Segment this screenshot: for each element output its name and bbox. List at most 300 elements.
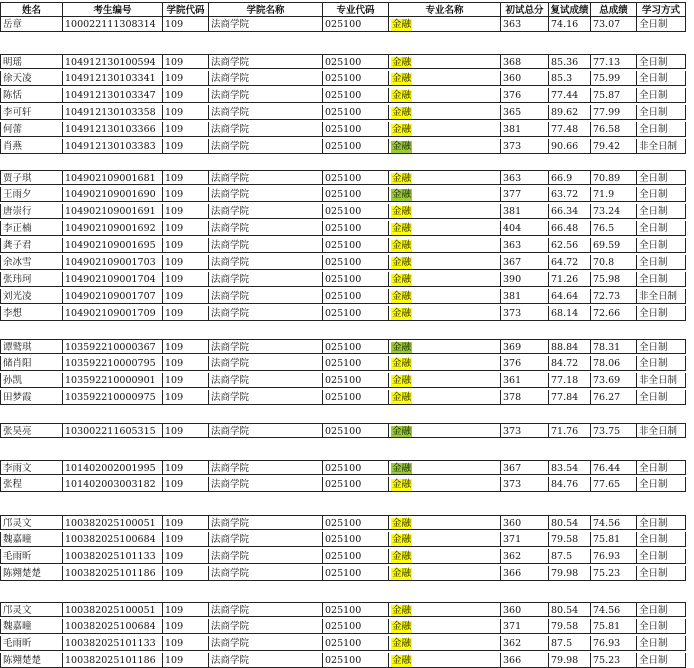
cell-initial-score: 404 (500, 221, 548, 236)
cell-major-name (388, 170, 500, 185)
cell-retest-score: 89.62 (548, 105, 590, 120)
cell-exam-id: 100382025101133 (62, 636, 162, 651)
cell-study-mode: 全日制 (636, 54, 686, 69)
cell-initial-score: 362 (500, 636, 548, 651)
cell-major-code: 025100 (322, 238, 388, 253)
cell-name: 邝灵文 (0, 515, 62, 530)
cell-retest-score: 79.98 (548, 566, 590, 581)
cell-retest-score: 66.34 (548, 204, 590, 219)
cell-name: 邝灵文 (0, 602, 62, 617)
cell-name: 魏嘉曈 (0, 619, 62, 634)
header-study-mode: 学习方式 (636, 2, 686, 17)
cell-name: 田梦霞 (0, 390, 62, 405)
major-highlight: 金融 (392, 240, 412, 251)
cell-school-code: 109 (162, 653, 208, 668)
cell-exam-id: 103592210000975 (62, 390, 162, 405)
cell-retest-score: 63.72 (548, 187, 590, 202)
cell-major-name (388, 339, 500, 354)
cell-exam-id: 100382025100684 (62, 619, 162, 634)
cell-initial-score: 381 (500, 204, 548, 219)
cell-study-mode: 全日制 (636, 566, 686, 581)
cell-name: 肖燕 (0, 139, 62, 154)
cell-retest-score: 83.54 (548, 460, 590, 475)
cell-study-mode: 全日制 (636, 17, 686, 32)
cell-total-score: 79.42 (590, 139, 636, 154)
major-highlight: 金融 (392, 518, 412, 529)
table-row (0, 356, 694, 371)
cell-major-name (388, 238, 500, 253)
table-row (0, 390, 694, 405)
cell-major-code: 025100 (322, 88, 388, 103)
cell-exam-id: 104902109001691 (62, 204, 162, 219)
cell-major-name (388, 602, 500, 617)
cell-school-name: 法商学院 (208, 636, 322, 651)
cell-retest-score: 90.66 (548, 139, 590, 154)
cell-major-name (388, 373, 500, 388)
table-row (0, 221, 694, 236)
cell-exam-id: 101402002001995 (62, 460, 162, 475)
major-highlight: 金融 (392, 551, 412, 562)
cell-school-code: 109 (162, 204, 208, 219)
cell-study-mode: 全日制 (636, 515, 686, 530)
cell-retest-score: 71.26 (548, 272, 590, 287)
major-highlight: 金融 (392, 141, 412, 152)
table-row (0, 602, 694, 617)
cell-exam-id: 103002211605315 (62, 423, 162, 438)
cell-school-code: 109 (162, 373, 208, 388)
cell-retest-score: 77.84 (548, 390, 590, 405)
cell-major-code: 025100 (322, 105, 388, 120)
header-retest-score: 复试成绩 (548, 2, 590, 17)
table-row (0, 105, 694, 120)
cell-school-name: 法商学院 (208, 549, 322, 564)
cell-total-score: 75.81 (590, 619, 636, 634)
cell-school-code: 109 (162, 566, 208, 581)
cell-major-code: 025100 (322, 272, 388, 287)
cell-retest-score: 85.3 (548, 71, 590, 86)
cell-total-score: 73.75 (590, 423, 636, 438)
cell-exam-id: 100382025100051 (62, 602, 162, 617)
cell-total-score: 76.93 (590, 636, 636, 651)
cell-major-code: 025100 (322, 221, 388, 236)
cell-major-name (388, 105, 500, 120)
cell-total-score: 76.44 (590, 460, 636, 475)
cell-school-name: 法商学院 (208, 339, 322, 354)
cell-initial-score: 371 (500, 619, 548, 634)
major-highlight: 金融 (392, 375, 412, 386)
table-row (0, 549, 694, 564)
cell-exam-id: 104902109001703 (62, 255, 162, 270)
cell-name: 毛雨昕 (0, 636, 62, 651)
cell-school-name: 法商学院 (208, 17, 322, 32)
header-school-name: 学院名称 (208, 2, 322, 17)
cell-exam-id: 104902109001681 (62, 170, 162, 185)
cell-major-code: 025100 (322, 71, 388, 86)
cell-major-code: 025100 (322, 122, 388, 137)
major-highlight: 金融 (392, 638, 412, 649)
major-highlight: 金融 (392, 392, 412, 403)
cell-school-name: 法商学院 (208, 170, 322, 185)
cell-study-mode: 全日制 (636, 238, 686, 253)
cell-study-mode: 全日制 (636, 636, 686, 651)
cell-name: 李正楠 (0, 221, 62, 236)
cell-school-name: 法商学院 (208, 619, 322, 634)
cell-major-name (388, 532, 500, 547)
cell-name: 明瑶 (0, 54, 62, 69)
cell-exam-id: 100382025101186 (62, 566, 162, 581)
cell-major-name (388, 390, 500, 405)
cell-exam-id: 104902109001695 (62, 238, 162, 253)
cell-exam-id: 100382025101133 (62, 549, 162, 564)
cell-initial-score: 369 (500, 339, 548, 354)
major-highlight: 金融 (392, 57, 412, 68)
cell-school-code: 109 (162, 515, 208, 530)
cell-exam-id: 103592210000901 (62, 373, 162, 388)
cell-major-name (388, 423, 500, 438)
cell-total-score: 76.5 (590, 221, 636, 236)
major-highlight: 金融 (392, 568, 412, 579)
cell-school-code: 109 (162, 122, 208, 137)
cell-total-score: 73.07 (590, 17, 636, 32)
major-highlight: 金融 (392, 90, 412, 101)
cell-major-code: 025100 (322, 566, 388, 581)
cell-total-score: 77.65 (590, 477, 636, 492)
cell-exam-id: 104902109001707 (62, 289, 162, 304)
cell-school-code: 109 (162, 238, 208, 253)
cell-major-code: 025100 (322, 390, 388, 405)
cell-retest-score: 77.18 (548, 373, 590, 388)
header-name: 姓名 (0, 2, 62, 17)
cell-exam-id: 103592210000795 (62, 356, 162, 371)
cell-major-code: 025100 (322, 423, 388, 438)
cell-study-mode: 全日制 (636, 272, 686, 287)
cell-school-name: 法商学院 (208, 356, 322, 371)
cell-major-code: 025100 (322, 306, 388, 321)
cell-major-code: 025100 (322, 204, 388, 219)
cell-initial-score: 363 (500, 170, 548, 185)
cell-school-name: 法商学院 (208, 71, 322, 86)
cell-school-code: 109 (162, 105, 208, 120)
cell-exam-id: 104912130103366 (62, 122, 162, 137)
cell-major-name (388, 17, 500, 32)
cell-study-mode: 全日制 (636, 204, 686, 219)
cell-total-score: 73.24 (590, 204, 636, 219)
major-highlight: 金融 (392, 173, 412, 184)
cell-retest-score: 77.48 (548, 122, 590, 137)
major-highlight: 金融 (392, 605, 412, 616)
cell-retest-score: 88.84 (548, 339, 590, 354)
cell-retest-score: 62.56 (548, 238, 590, 253)
table-row (0, 187, 694, 202)
cell-total-score: 76.58 (590, 122, 636, 137)
cell-name: 何蕾 (0, 122, 62, 137)
cell-exam-id: 103592210000367 (62, 339, 162, 354)
cell-name: 魏嘉曈 (0, 532, 62, 547)
cell-major-name (388, 255, 500, 270)
cell-total-score: 75.98 (590, 272, 636, 287)
cell-name: 李想 (0, 306, 62, 321)
major-highlight: 金融 (392, 107, 412, 118)
cell-study-mode: 全日制 (636, 460, 686, 475)
cell-total-score: 75.23 (590, 653, 636, 668)
cell-retest-score: 84.76 (548, 477, 590, 492)
cell-school-code: 109 (162, 306, 208, 321)
cell-school-name: 法商学院 (208, 272, 322, 287)
table-row (0, 238, 694, 253)
cell-retest-score: 79.58 (548, 619, 590, 634)
cell-study-mode: 全日制 (636, 88, 686, 103)
cell-exam-id: 104902109001709 (62, 306, 162, 321)
major-highlight: 金融 (392, 223, 412, 234)
table-row (0, 17, 694, 32)
cell-initial-score: 365 (500, 105, 548, 120)
cell-initial-score: 366 (500, 566, 548, 581)
major-highlight: 金融 (392, 124, 412, 135)
cell-exam-id: 104912130103383 (62, 139, 162, 154)
cell-major-code: 025100 (322, 373, 388, 388)
cell-total-score: 75.99 (590, 71, 636, 86)
table-row (0, 255, 694, 270)
cell-exam-id: 100382025101186 (62, 653, 162, 668)
cell-study-mode: 全日制 (636, 619, 686, 634)
cell-study-mode: 非全日制 (636, 373, 686, 388)
cell-total-score: 71.9 (590, 187, 636, 202)
table-row (0, 170, 694, 185)
cell-school-code: 109 (162, 423, 208, 438)
cell-initial-score: 363 (500, 238, 548, 253)
cell-name: 张程 (0, 477, 62, 492)
cell-initial-score: 368 (500, 54, 548, 69)
cell-study-mode: 全日制 (636, 105, 686, 120)
cell-school-name: 法商学院 (208, 477, 322, 492)
cell-name: 李可轩 (0, 105, 62, 120)
major-highlight: 金融 (392, 426, 412, 437)
cell-initial-score: 371 (500, 532, 548, 547)
cell-total-score: 76.27 (590, 390, 636, 405)
cell-initial-score: 373 (500, 139, 548, 154)
cell-major-code: 025100 (322, 532, 388, 547)
cell-study-mode: 全日制 (636, 390, 686, 405)
table-row (0, 460, 694, 475)
cell-school-code: 109 (162, 477, 208, 492)
cell-exam-id: 104902109001704 (62, 272, 162, 287)
cell-initial-score: 360 (500, 602, 548, 617)
cell-retest-score: 64.72 (548, 255, 590, 270)
cell-initial-score: 367 (500, 255, 548, 270)
cell-school-code: 109 (162, 339, 208, 354)
cell-major-name (388, 272, 500, 287)
header-major-code: 专业代码 (322, 2, 388, 17)
cell-school-name: 法商学院 (208, 373, 322, 388)
major-highlight: 金融 (392, 206, 412, 217)
cell-exam-id: 100382025100684 (62, 532, 162, 547)
table-row (0, 477, 694, 492)
cell-total-score: 73.69 (590, 373, 636, 388)
cell-study-mode: 全日制 (636, 477, 686, 492)
cell-school-name: 法商学院 (208, 532, 322, 547)
cell-retest-score: 80.54 (548, 602, 590, 617)
table-row (0, 204, 694, 219)
cell-total-score: 75.23 (590, 566, 636, 581)
cell-major-code: 025100 (322, 549, 388, 564)
cell-study-mode: 全日制 (636, 187, 686, 202)
cell-major-code: 025100 (322, 619, 388, 634)
cell-retest-score: 71.76 (548, 423, 590, 438)
cell-retest-score: 85.36 (548, 54, 590, 69)
cell-school-name: 法商学院 (208, 515, 322, 530)
cell-major-name (388, 289, 500, 304)
cell-school-name: 法商学院 (208, 390, 322, 405)
cell-major-code: 025100 (322, 636, 388, 651)
cell-retest-score: 80.54 (548, 515, 590, 530)
cell-school-code: 109 (162, 139, 208, 154)
cell-name: 余冰雪 (0, 255, 62, 270)
cell-name: 陈翙楚楚 (0, 653, 62, 668)
cell-exam-id: 100382025100051 (62, 515, 162, 530)
table-row (0, 532, 694, 547)
cell-study-mode: 非全日制 (636, 423, 686, 438)
cell-school-code: 109 (162, 549, 208, 564)
cell-major-code: 025100 (322, 602, 388, 617)
table-row (0, 636, 694, 651)
table-row (0, 289, 694, 304)
cell-school-name: 法商学院 (208, 306, 322, 321)
cell-exam-id: 101402003003182 (62, 477, 162, 492)
cell-study-mode: 非全日制 (636, 289, 686, 304)
cell-initial-score: 363 (500, 17, 548, 32)
cell-name: 储肖阳 (0, 356, 62, 371)
cell-study-mode: 全日制 (636, 602, 686, 617)
major-highlight: 金融 (392, 621, 412, 632)
cell-school-code: 109 (162, 17, 208, 32)
cell-name: 孙凯 (0, 373, 62, 388)
cell-major-name (388, 566, 500, 581)
cell-school-code: 109 (162, 187, 208, 202)
cell-retest-score: 79.98 (548, 653, 590, 668)
cell-exam-id: 104902109001690 (62, 187, 162, 202)
table-row (0, 339, 694, 354)
cell-school-name: 法商学院 (208, 238, 322, 253)
major-highlight: 金融 (392, 274, 412, 285)
table-row (0, 306, 694, 321)
cell-total-score: 74.56 (590, 602, 636, 617)
cell-school-name: 法商学院 (208, 139, 322, 154)
header-exam-id: 考生编号 (62, 2, 162, 17)
cell-major-name (388, 221, 500, 236)
cell-study-mode: 全日制 (636, 255, 686, 270)
table-row (0, 515, 694, 530)
cell-school-name: 法商学院 (208, 105, 322, 120)
cell-exam-id: 104902109001692 (62, 221, 162, 236)
cell-school-code: 109 (162, 272, 208, 287)
cell-school-code: 109 (162, 289, 208, 304)
cell-school-code: 109 (162, 54, 208, 69)
cell-major-name (388, 549, 500, 564)
cell-study-mode: 全日制 (636, 653, 686, 668)
cell-name: 王雨夕 (0, 187, 62, 202)
major-highlight: 金融 (392, 73, 412, 84)
cell-major-code: 025100 (322, 255, 388, 270)
cell-total-score: 78.06 (590, 356, 636, 371)
table-row (0, 653, 694, 668)
cell-initial-score: 373 (500, 423, 548, 438)
cell-major-code: 025100 (322, 170, 388, 185)
cell-school-code: 109 (162, 532, 208, 547)
cell-major-name (388, 187, 500, 202)
cell-name: 谭鹫琪 (0, 339, 62, 354)
cell-major-code: 025100 (322, 54, 388, 69)
cell-major-code: 025100 (322, 477, 388, 492)
cell-major-name (388, 636, 500, 651)
cell-school-name: 法商学院 (208, 54, 322, 69)
cell-retest-score: 87.5 (548, 549, 590, 564)
cell-major-name (388, 460, 500, 475)
cell-initial-score: 381 (500, 122, 548, 137)
header-school-code: 学院代码 (162, 2, 208, 17)
cell-retest-score: 66.48 (548, 221, 590, 236)
cell-major-code: 025100 (322, 289, 388, 304)
cell-initial-score: 362 (500, 549, 548, 564)
cell-school-code: 109 (162, 460, 208, 475)
cell-school-code: 109 (162, 170, 208, 185)
cell-name: 唐崇行 (0, 204, 62, 219)
cell-exam-id: 104912130103347 (62, 88, 162, 103)
cell-school-code: 109 (162, 390, 208, 405)
cell-initial-score: 376 (500, 88, 548, 103)
cell-retest-score: 87.5 (548, 636, 590, 651)
cell-retest-score: 84.72 (548, 356, 590, 371)
cell-initial-score: 367 (500, 460, 548, 475)
cell-total-score: 75.87 (590, 88, 636, 103)
cell-total-score: 74.56 (590, 515, 636, 530)
cell-name: 徐天凌 (0, 71, 62, 86)
table-row (0, 373, 694, 388)
cell-school-name: 法商学院 (208, 187, 322, 202)
cell-school-name: 法商学院 (208, 289, 322, 304)
cell-initial-score: 360 (500, 515, 548, 530)
table-header-row (0, 2, 694, 17)
cell-major-name (388, 653, 500, 668)
cell-major-code: 025100 (322, 653, 388, 668)
cell-total-score: 75.81 (590, 532, 636, 547)
cell-school-name: 法商学院 (208, 460, 322, 475)
cell-total-score: 69.59 (590, 238, 636, 253)
cell-name: 毛雨昕 (0, 549, 62, 564)
cell-total-score: 77.99 (590, 105, 636, 120)
cell-initial-score: 381 (500, 289, 548, 304)
cell-school-name: 法商学院 (208, 653, 322, 668)
cell-name: 贾子琪 (0, 170, 62, 185)
major-highlight: 金融 (392, 257, 412, 268)
cell-total-score: 76.93 (590, 549, 636, 564)
table-row (0, 54, 694, 69)
cell-school-name: 法商学院 (208, 566, 322, 581)
cell-name: 张昊亮 (0, 423, 62, 438)
cell-initial-score: 376 (500, 356, 548, 371)
cell-total-score: 72.73 (590, 289, 636, 304)
major-highlight: 金融 (392, 308, 412, 319)
cell-major-name (388, 122, 500, 137)
table-row (0, 423, 694, 438)
cell-initial-score: 373 (500, 477, 548, 492)
cell-name: 李雨文 (0, 460, 62, 475)
cell-major-name (388, 619, 500, 634)
cell-name: 陈恬 (0, 88, 62, 103)
cell-exam-id: 104912130100594 (62, 54, 162, 69)
major-highlight: 金融 (392, 358, 412, 369)
cell-exam-id: 100022111308314 (62, 17, 162, 32)
cell-initial-score: 366 (500, 653, 548, 668)
